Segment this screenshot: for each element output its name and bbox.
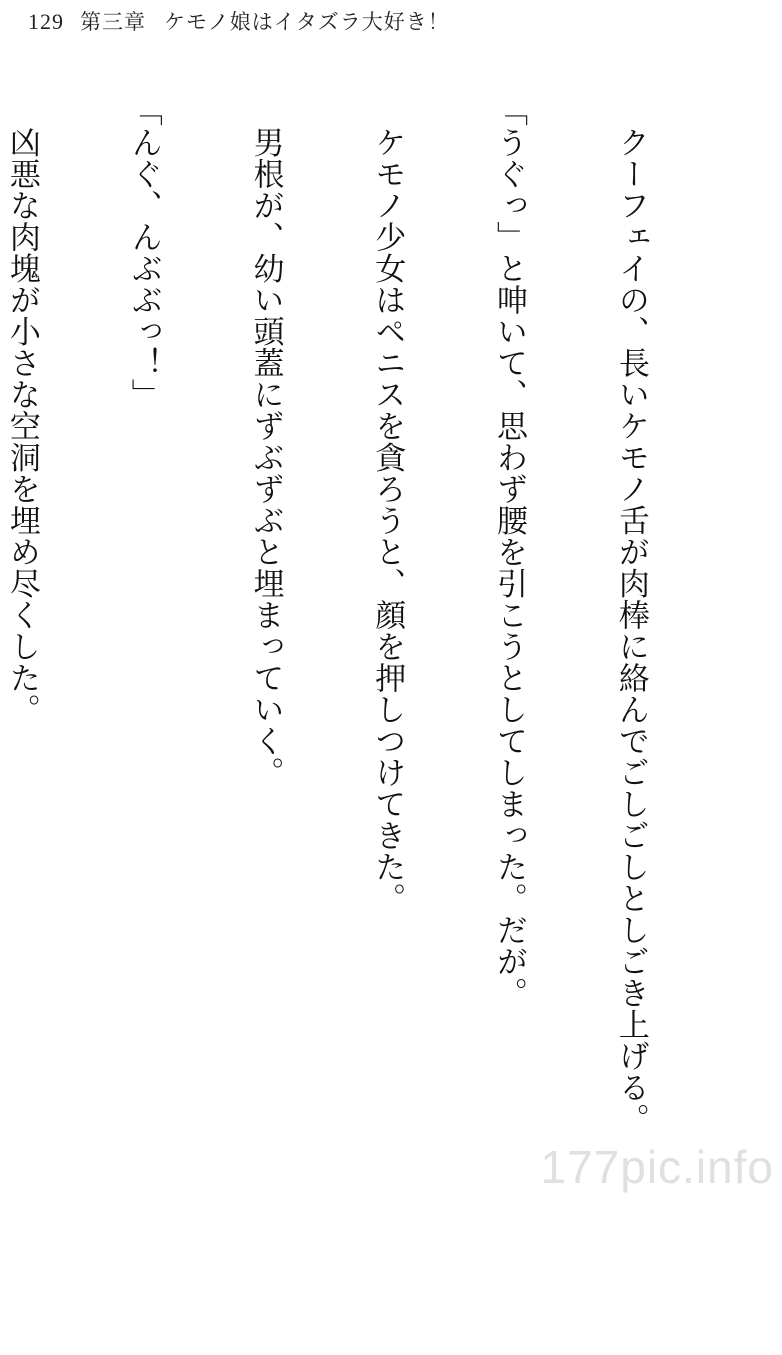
page-number: 129 xyxy=(28,9,64,34)
text-line: クーフェイの、長いケモノ舌が肉棒に絡んでごしごしとしごき上げる。 xyxy=(612,95,649,1135)
running-head xyxy=(28,6,450,36)
text-line: 凶悪な肉塊が小さな空洞を埋め尽くした。 xyxy=(3,95,40,725)
text-line: 男根が、幼い頭蓋にずぶずぶと埋まっていく。 xyxy=(247,95,284,788)
watermark: 177pic.info xyxy=(540,1141,774,1193)
chapter-number: 第三章 xyxy=(80,10,146,34)
text-line: ケモノ少女はペニスを貪ろうと、顔を押しつけてきた。 xyxy=(369,95,406,914)
chapter-title: ケモノ娘はイタズラ大好き！ xyxy=(164,10,450,34)
text-line: 「うぐっ」と呻いて、思わず腰を引こうとしてしまった。だが。 xyxy=(491,95,528,1009)
text-line: 「んぐ、んぶぶっ！」 xyxy=(125,95,162,410)
body-text xyxy=(0,95,732,1175)
